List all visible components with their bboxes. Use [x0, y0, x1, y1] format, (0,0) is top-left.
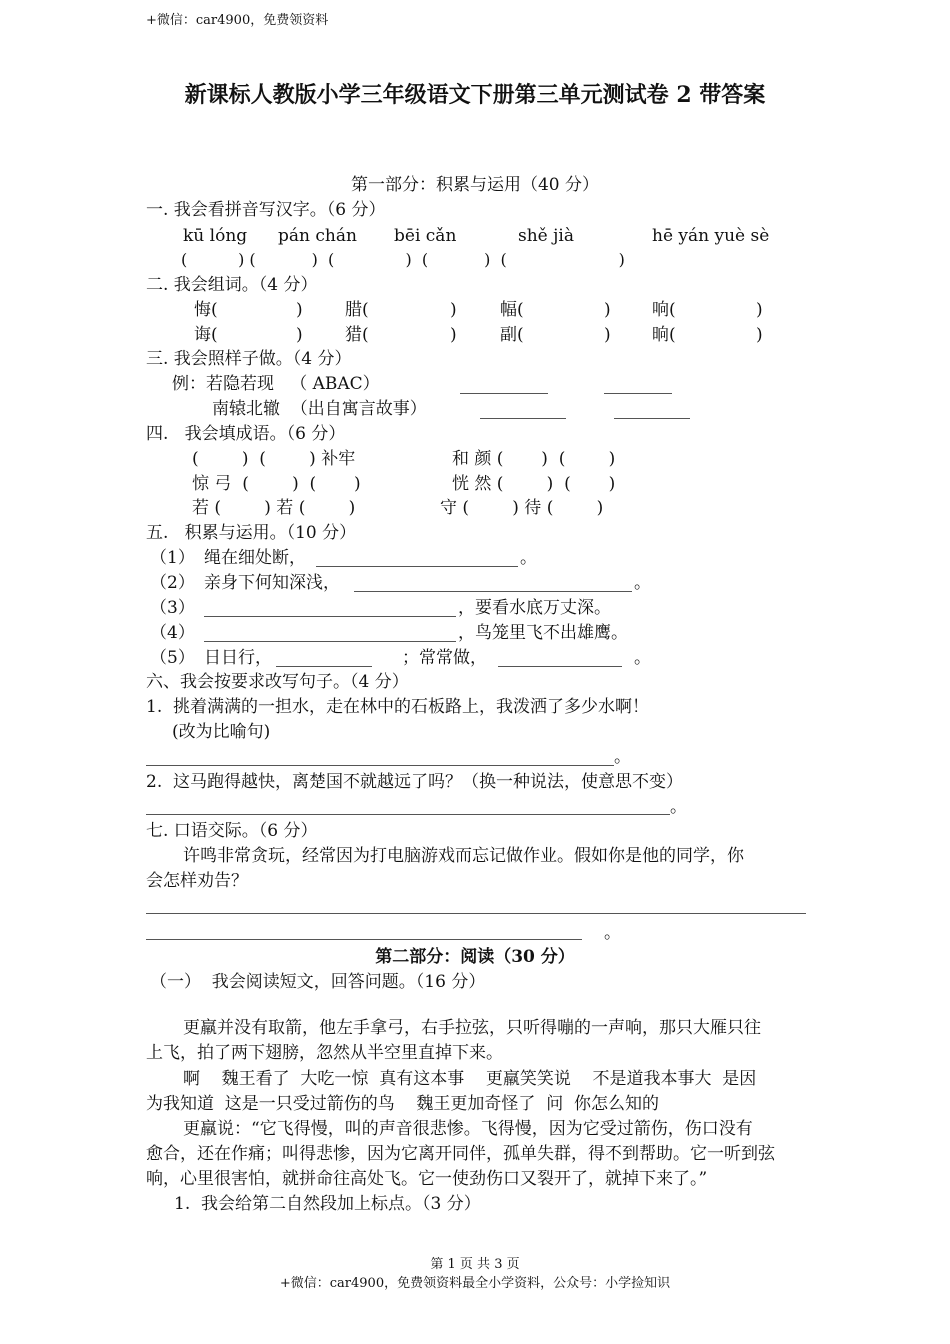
- q2-r1-c2: 腊(: [345, 300, 369, 320]
- q2-r1-c3: 幅(: [500, 300, 524, 320]
- header-watermark: +微信：car4900，免费领资料: [146, 13, 329, 28]
- part2-heading: 第二部分：阅读（30 分）: [375, 947, 575, 967]
- q2-r1-c2-close: ): [450, 300, 457, 320]
- q3-label: 三. 我会照样子做。（4 分）: [146, 349, 352, 369]
- q2-r2-c3: 副(: [500, 325, 524, 345]
- q4-idiom-4: 恍 然 ( ) ( ): [452, 474, 616, 494]
- q7-period: 。: [604, 923, 621, 943]
- q3-example-1: 例：若隐若现 （ ABAC）: [172, 374, 380, 394]
- q5-item-5-text: 日日行，: [204, 648, 272, 668]
- passage-p1-line2: 上飞，拍了两下翅膀，忽然从半空里直掉下来。: [146, 1043, 503, 1063]
- q5-label: 五. 积累与运用。（10 分）: [146, 523, 357, 543]
- q4-label: 四. 我会填成语。（6 分）: [146, 424, 346, 444]
- q1-label: 一. 我会看拼音写汉字。（6 分）: [146, 200, 386, 220]
- q2-r1-c4-close: ): [756, 300, 763, 320]
- q4-idiom-2: 和 颜 ( ) ( ): [452, 449, 616, 469]
- q6-period-1: 。: [614, 747, 631, 767]
- q3-answer-line-4[interactable]: [614, 418, 690, 419]
- passage-p3-line1: 更羸说：“它飞得慢，叫的声音很悲惨。飞得慢，因为它受过箭伤，伤口没有: [183, 1119, 753, 1139]
- passage-p3-line3: 响，心里很害怕，就拼命往高处飞。它一使劲伤口又裂开了，就掉下来了。”: [146, 1169, 708, 1189]
- q5-item-1-end: 。: [520, 548, 537, 568]
- q2-r2-c1: 诲(: [194, 325, 218, 345]
- q7-text-2: 会怎样劝告？: [146, 871, 248, 891]
- q2-r1-c3-close: ): [604, 300, 611, 320]
- q5-item-3-end: ，要看水底万丈深。: [458, 598, 611, 618]
- q3-answer-line-3[interactable]: [480, 418, 566, 419]
- q2-r2-c4: 晌(: [652, 325, 676, 345]
- q5-item-4-blank[interactable]: [204, 641, 456, 642]
- q5-item-5-blank-1[interactable]: [276, 666, 372, 667]
- q4-idiom-3: 惊 弓 ( ) ( ): [192, 474, 361, 494]
- q5-item-4-end: ，鸟笼里飞不出雄鹰。: [458, 623, 628, 643]
- q4-idiom-1: ( ) ( ) 补牢: [192, 449, 356, 469]
- pinyin-2: pán chán: [278, 226, 357, 246]
- q5-item-2-end: 。: [634, 573, 651, 593]
- pinyin-5: hē yán yuè sè: [652, 226, 770, 246]
- q7-answer-line-1[interactable]: [146, 913, 806, 914]
- q2-r1-c1-close: ): [296, 300, 303, 320]
- passage-p1-line1: 更羸并没有取箭，他左手拿弓，右手拉弦，只听得嘣的一声响，那只大雁只往: [183, 1018, 761, 1038]
- q5-item-2-blank[interactable]: [354, 591, 632, 592]
- q5-item-5-end: 。: [634, 648, 651, 668]
- q6-sentence-1-hint: (改为比喻句): [172, 722, 271, 742]
- document-title: 新课标人教版小学三年级语文下册第三单元测试卷 2 带答案: [184, 82, 766, 108]
- q2-r2-c2-close: ): [450, 325, 457, 345]
- q6-answer-line-2[interactable]: [146, 814, 670, 815]
- q5-item-5-blank-2[interactable]: [498, 666, 622, 667]
- q3-example-2: 南辕北辙 （出自寓言故事）: [212, 399, 427, 419]
- q7-text-1: 许鸣非常贪玩，经常因为打电脑游戏而忘记做作业。假如你是他的同学，你: [183, 846, 744, 866]
- footer-watermark: +微信：car4900，免费领资料最全小学资料，公众号：小学捡知识: [279, 1276, 671, 1291]
- q5-item-1-blank[interactable]: [316, 566, 518, 567]
- q6-period-2: 。: [670, 797, 687, 817]
- pinyin-3: bēi cǎn: [394, 226, 457, 246]
- q5-item-2-num: （2）: [150, 573, 195, 593]
- q3-answer-line-1[interactable]: [460, 393, 548, 394]
- passage-p2-line1: 啊 魏王看了 大吃一惊 真有这本事 更羸笑笑说 不是道我本事大 是因: [183, 1069, 757, 1089]
- q6-sentence-2: 2. 这马跑得越快，离楚国不就越远了吗？（换一种说法，使意思不变）: [146, 772, 684, 792]
- pinyin-answer-brackets: ( ) ( ) ( ) ( ) ( ): [181, 250, 625, 269]
- q2-r2-c3-close: ): [604, 325, 611, 345]
- part2-question-1: 1. 我会给第二自然段加上标点。（3 分）: [174, 1194, 481, 1214]
- part1-heading: 第一部分：积累与运用（40 分）: [350, 175, 600, 195]
- q6-label: 六、我会按要求改写句子。（4 分）: [146, 672, 409, 692]
- q6-sentence-1: 1. 挑着满满的一担水，走在林中的石板路上，我泼洒了多少水啊！: [146, 697, 650, 717]
- passage-p2-line2: 为我知道 这是一只受过箭伤的鸟 魏王更加奇怪了 问 你怎么知的: [146, 1094, 660, 1114]
- q2-r1-c1: 悔(: [194, 300, 218, 320]
- passage-p3-line2: 愈合，还在作痛；叫得悲惨，因为它离开同伴，孤单失群，得不到帮助。它一听到弦: [146, 1144, 775, 1164]
- q5-item-5-num: （5）: [150, 648, 195, 668]
- pinyin-4: shě jià: [518, 226, 574, 246]
- q5-item-3-num: （3）: [150, 598, 195, 618]
- q6-answer-line-1[interactable]: [146, 765, 614, 766]
- q5-item-4-num: （4）: [150, 623, 195, 643]
- q5-item-1-num: （1）: [150, 548, 195, 568]
- q4-idiom-5: 若 ( ) 若 ( ): [192, 498, 356, 518]
- q5-item-5-mid: ；常常做，: [402, 648, 487, 668]
- q5-item-1-text: 绳在细处断，: [204, 548, 306, 568]
- q2-label: 二. 我会组词。（4 分）: [146, 275, 318, 295]
- q2-r2-c1-close: ): [296, 325, 303, 345]
- q3-answer-line-2[interactable]: [604, 393, 672, 394]
- q2-r2-c2: 猎(: [345, 325, 369, 345]
- q5-item-3-blank[interactable]: [204, 616, 456, 617]
- q2-r1-c4: 响(: [652, 300, 676, 320]
- q7-label: 七. 口语交际。（6 分）: [146, 821, 318, 841]
- q2-r2-c4-close: ): [756, 325, 763, 345]
- pinyin-1: kū lóng: [183, 226, 248, 246]
- q7-answer-line-2[interactable]: [146, 939, 582, 940]
- page-number: 第 1 页 共 3 页: [430, 1257, 520, 1272]
- q5-item-2-text: 亲身下何知深浅，: [204, 573, 340, 593]
- part2-subheading: （一） 我会阅读短文，回答问题。（16 分）: [150, 972, 486, 992]
- q4-idiom-6: 守 ( ) 待 ( ): [440, 498, 604, 518]
